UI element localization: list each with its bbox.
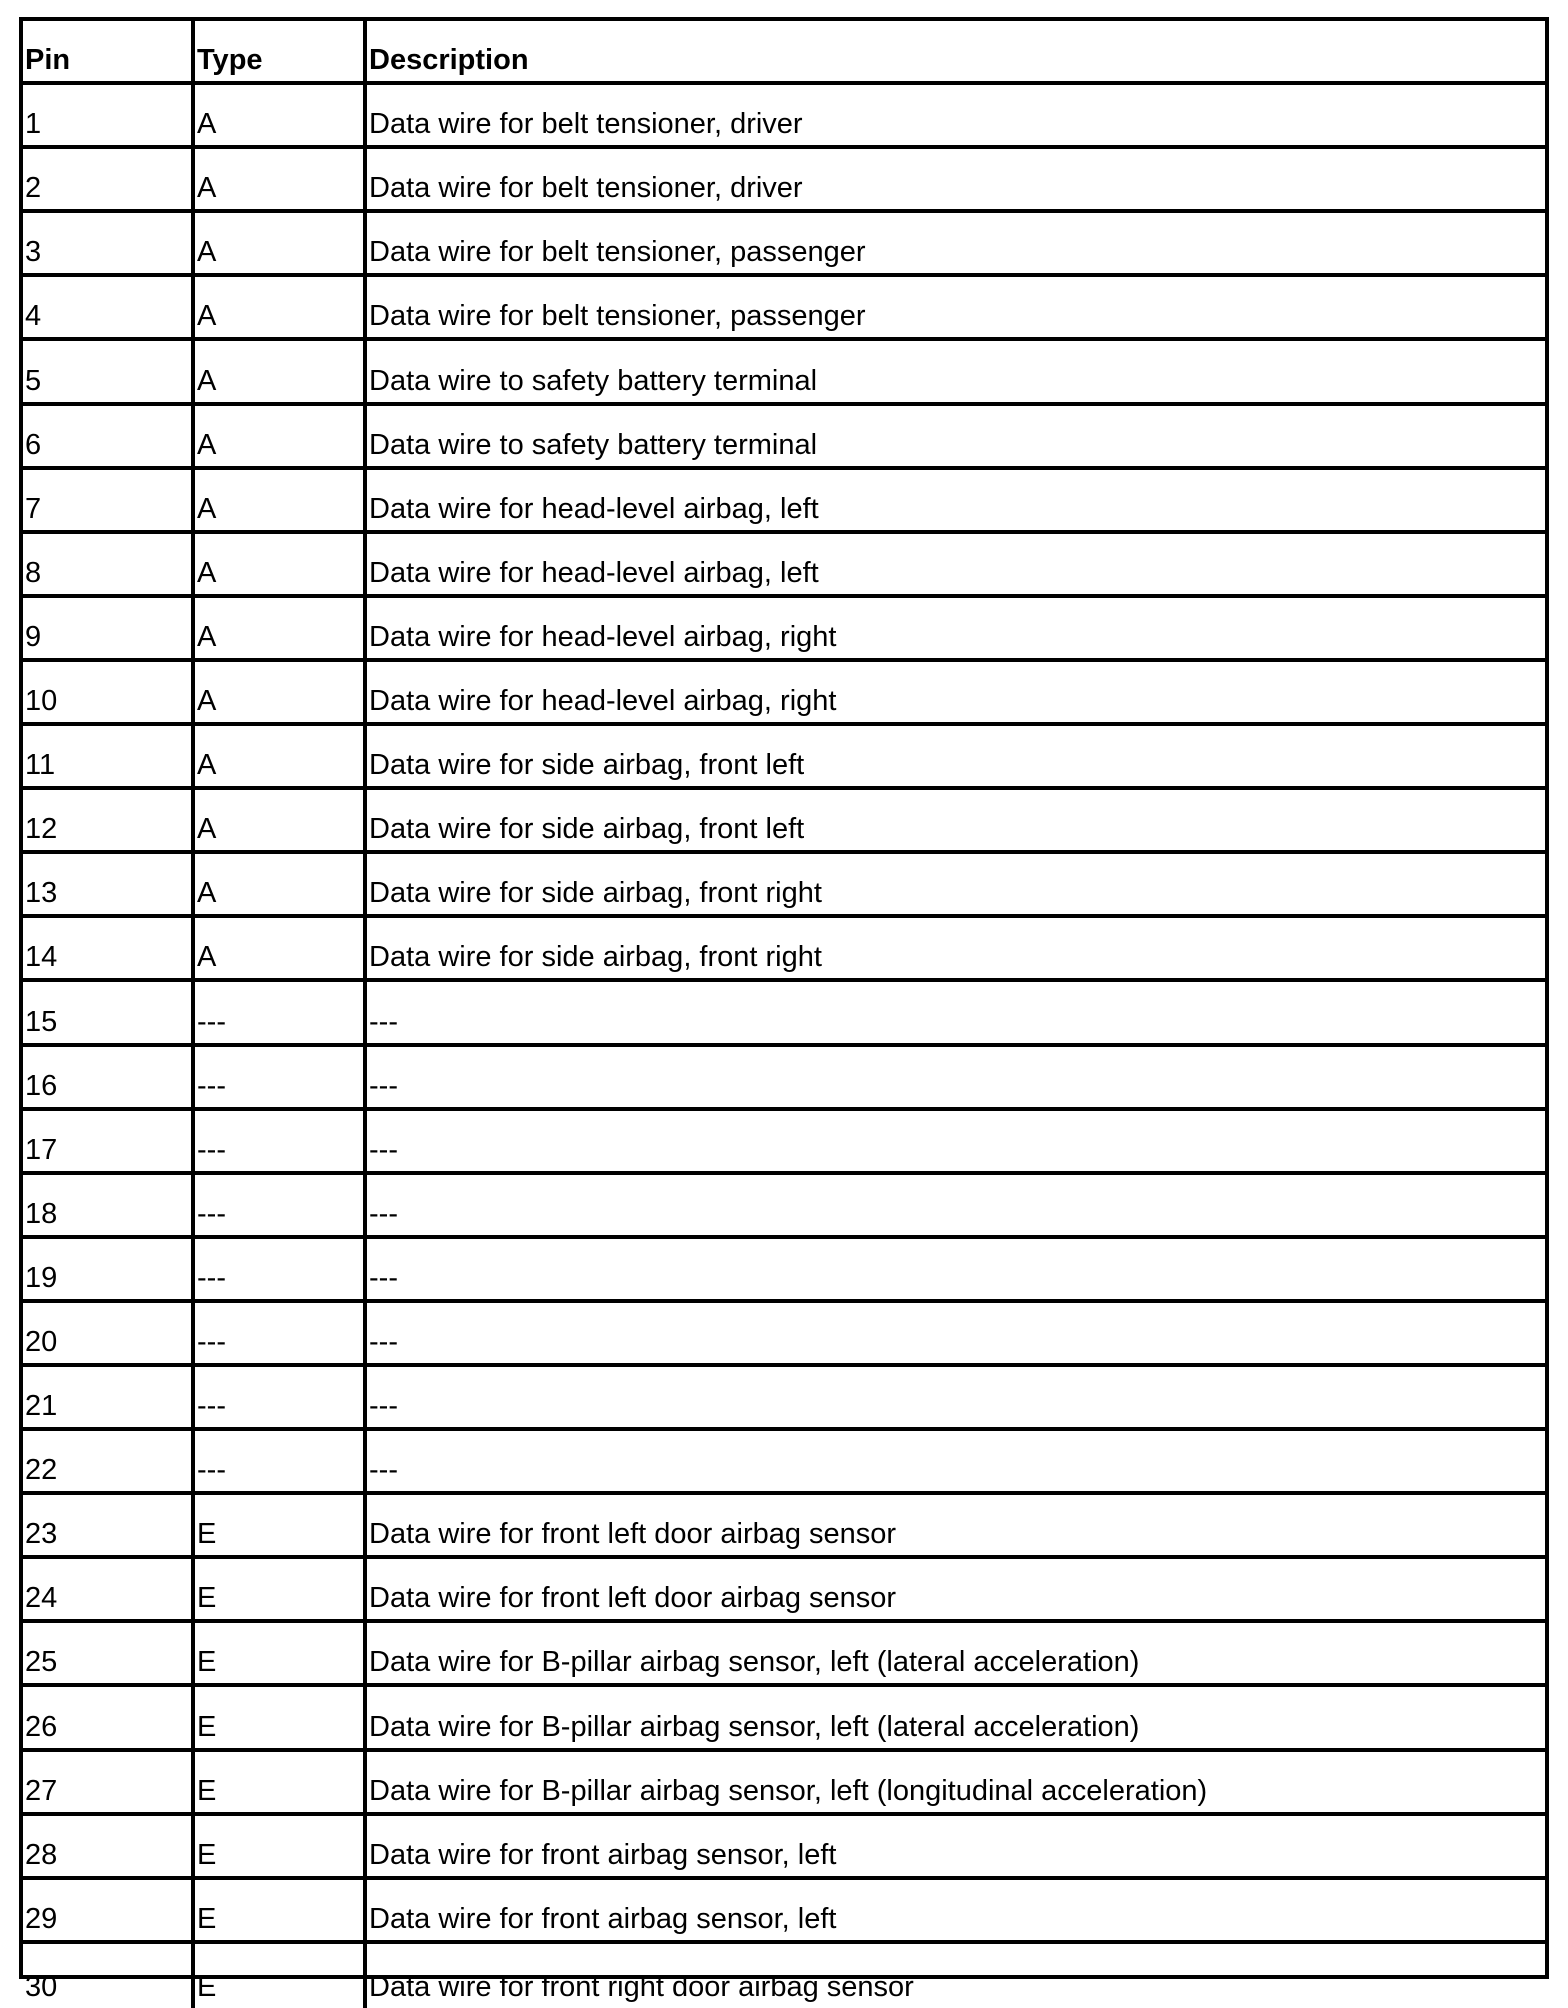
table-header-row — [23, 21, 1545, 85]
table-row — [23, 1047, 1545, 1111]
pin-cell: 12 — [23, 790, 195, 850]
pin-cell: 1 — [23, 85, 195, 145]
type-cell: A — [195, 534, 367, 594]
description-cell: Data wire for side airbag, front left — [369, 813, 805, 846]
pin-cell: 2 — [23, 149, 195, 209]
description-cell: Data wire for head-level airbag, left — [369, 492, 819, 525]
type-cell: --- — [195, 1047, 367, 1107]
pin-cell: 11 — [23, 726, 195, 786]
table-row — [23, 470, 1545, 534]
type-cell: E — [195, 1752, 367, 1812]
type-cell: --- — [195, 1303, 367, 1363]
type-cell: A — [195, 277, 367, 337]
table-row — [23, 598, 1545, 662]
pin-cell: 13 — [23, 854, 195, 914]
description-cell: Data wire for front right door airbag sensor — [369, 1970, 914, 2003]
type-cell: --- — [195, 982, 367, 1042]
table-row — [23, 406, 1545, 470]
description-cell: Data wire for front left door airbag sensor — [369, 1582, 897, 1615]
type-cell: A — [195, 662, 367, 722]
table-row — [23, 1944, 1545, 2008]
header-pin: Pin — [23, 21, 195, 81]
table-row — [23, 534, 1545, 598]
table-row — [23, 277, 1545, 341]
type-cell: --- — [195, 1367, 367, 1427]
type-cell: E — [195, 1816, 367, 1876]
type-cell: A — [195, 598, 367, 658]
description-cell: --- — [369, 1133, 398, 1166]
description-cell: Data wire to safety battery terminal — [369, 428, 818, 461]
table-row — [23, 1495, 1545, 1559]
pin-cell: 24 — [23, 1559, 195, 1619]
description-cell: Data wire for belt tensioner, passenger — [369, 300, 866, 333]
pin-cell: 18 — [23, 1175, 195, 1235]
pin-cell: 8 — [23, 534, 195, 594]
pin-cell: 14 — [23, 918, 195, 978]
table-row — [23, 1175, 1545, 1239]
table-row — [23, 1367, 1545, 1431]
description-cell: Data wire for front left door airbag sensor — [369, 1518, 897, 1551]
description-cell: Data wire for belt tensioner, passenger — [369, 236, 866, 269]
table-row — [23, 982, 1545, 1046]
table-row — [23, 1431, 1545, 1495]
pin-cell: 19 — [23, 1239, 195, 1299]
description-cell: Data wire for side airbag, front left — [369, 749, 805, 782]
description-cell: Data wire for B-pillar airbag sensor, left (lateral acceleration) — [369, 1646, 1140, 1679]
pin-cell: 10 — [23, 662, 195, 722]
table-row — [23, 1687, 1545, 1751]
description-cell: --- — [369, 1454, 398, 1487]
type-cell: A — [195, 790, 367, 850]
pin-cell: 17 — [23, 1111, 195, 1171]
type-cell: A — [195, 470, 367, 530]
description-cell: Data wire for head-level airbag, right — [369, 685, 837, 718]
type-cell: E — [195, 1687, 367, 1747]
header-type: Type — [195, 21, 367, 81]
description-cell: --- — [369, 1390, 398, 1423]
description-cell: Data wire for head-level airbag, left — [369, 556, 819, 589]
table-row — [23, 790, 1545, 854]
table-row — [23, 918, 1545, 982]
description-cell: Data wire for front airbag sensor, left — [369, 1838, 837, 1871]
type-cell: --- — [195, 1175, 367, 1235]
description-cell: --- — [369, 1325, 398, 1358]
table-row — [23, 1239, 1545, 1303]
description-cell: --- — [369, 1261, 398, 1294]
type-cell: A — [195, 854, 367, 914]
description-cell: Data wire for belt tensioner, driver — [369, 108, 803, 141]
pin-cell: 4 — [23, 277, 195, 337]
type-cell: --- — [195, 1431, 367, 1491]
description-cell: --- — [369, 1005, 398, 1038]
table-row — [23, 1559, 1545, 1623]
type-cell: E — [195, 1623, 367, 1683]
pin-cell: 27 — [23, 1752, 195, 1812]
table-row — [23, 726, 1545, 790]
table-row — [23, 662, 1545, 726]
table-row — [23, 1623, 1545, 1687]
type-cell: --- — [195, 1111, 367, 1171]
type-cell: A — [195, 85, 367, 145]
pin-cell: 28 — [23, 1816, 195, 1876]
table-row — [23, 1816, 1545, 1880]
description-cell: Data wire for side airbag, front right — [369, 877, 822, 910]
pin-cell: 25 — [23, 1623, 195, 1683]
description-cell: Data wire for side airbag, front right — [369, 941, 822, 974]
type-cell: E — [195, 1559, 367, 1619]
table-row — [23, 854, 1545, 918]
pin-assignment-table — [19, 17, 1549, 2003]
description-cell: Data wire to safety battery terminal — [369, 364, 818, 397]
description-cell: Data wire for B-pillar airbag sensor, left (lateral acceleration) — [369, 1710, 1140, 1743]
type-cell: A — [195, 406, 367, 466]
pin-cell: 6 — [23, 406, 195, 466]
pin-cell: 3 — [23, 213, 195, 273]
table-row — [23, 341, 1545, 405]
type-cell: A — [195, 918, 367, 978]
pin-cell: 29 — [23, 1880, 195, 1940]
pin-cell: 21 — [23, 1367, 195, 1427]
description-cell: --- — [369, 1069, 398, 1102]
type-cell: E — [195, 1880, 367, 1940]
type-cell: E — [195, 1495, 367, 1555]
type-cell: A — [195, 213, 367, 273]
pin-cell: 30 — [23, 1944, 195, 2008]
table-row — [23, 213, 1545, 277]
description-cell: Data wire for B-pillar airbag sensor, left (longitudinal acceleration) — [369, 1774, 1208, 1807]
pin-cell: 7 — [23, 470, 195, 530]
table-row — [23, 85, 1545, 149]
table-row — [23, 1303, 1545, 1367]
description-cell: Data wire for belt tensioner, driver — [369, 172, 803, 205]
type-cell: E — [195, 1944, 367, 2008]
table-row — [23, 1752, 1545, 1816]
description-cell: --- — [369, 1197, 398, 1230]
description-cell: Data wire for front airbag sensor, left — [369, 1902, 837, 1935]
type-cell: A — [195, 149, 367, 209]
table-row — [23, 1880, 1545, 1944]
pin-cell: 20 — [23, 1303, 195, 1363]
pin-cell: 16 — [23, 1047, 195, 1107]
pin-cell: 5 — [23, 341, 195, 401]
type-cell: A — [195, 726, 367, 786]
pin-cell: 15 — [23, 982, 195, 1042]
type-cell: A — [195, 341, 367, 401]
description-cell: Data wire for head-level airbag, right — [369, 620, 837, 653]
pin-cell: 26 — [23, 1687, 195, 1747]
pin-cell: 23 — [23, 1495, 195, 1555]
table-row — [23, 1111, 1545, 1175]
pin-cell: 22 — [23, 1431, 195, 1491]
header-description: Description — [369, 44, 529, 77]
type-cell: --- — [195, 1239, 367, 1299]
table-row — [23, 149, 1545, 213]
pin-cell: 9 — [23, 598, 195, 658]
